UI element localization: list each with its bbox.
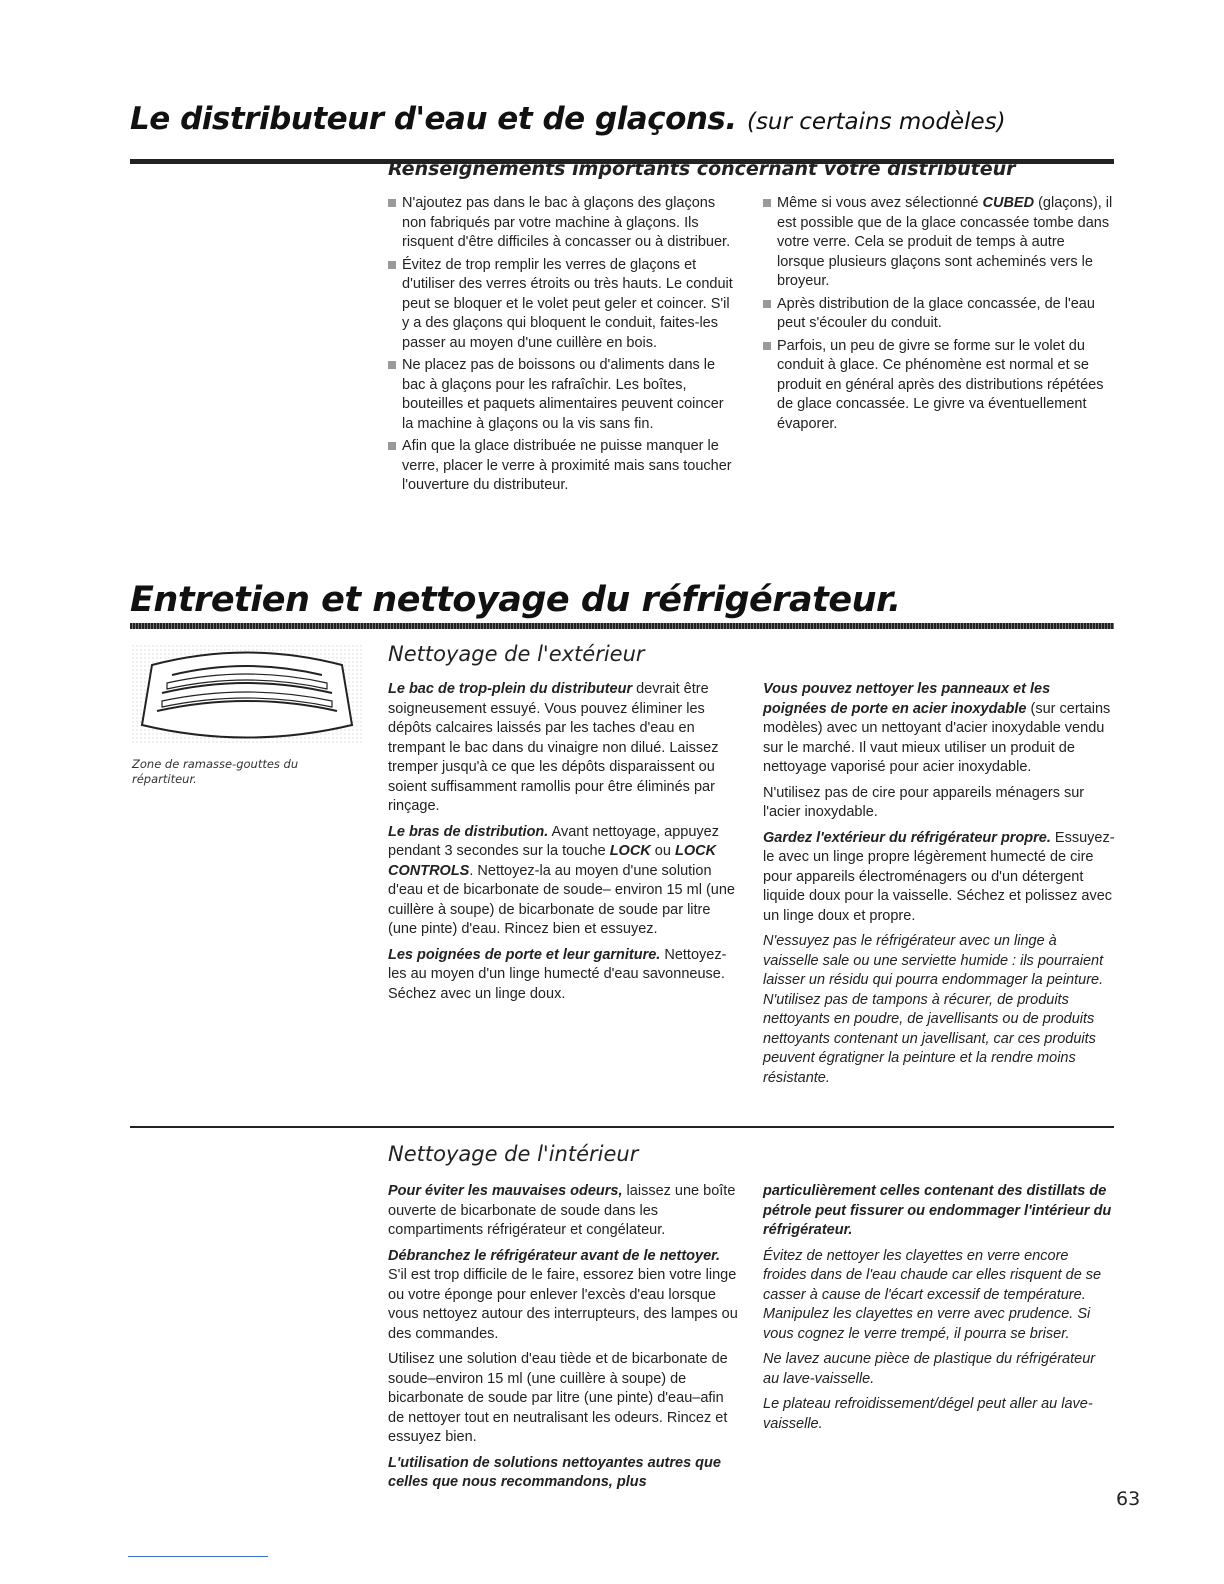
page-number: 63	[1116, 1488, 1141, 1510]
paragraph: Les poignées de porte et leur garniture. Nettoyez-les au moyen d'un linge humecté d'eau savonneuse. Séchez avec un linge doux.	[388, 946, 727, 1002]
bullet-item: Afin que la glace distribuée ne puisse manquer le verre, placer le verre à proximité mais sans toucher l'ouverture du distributeur.	[388, 437, 738, 496]
footer-line	[128, 1556, 268, 1557]
section-divider	[130, 1126, 1114, 1128]
bullet-item: Même si vous avez sélectionné CUBED (glaçons), il est possible que de la glace concassée tombe dans votre verre. Cela se produit de temps à autre lorsque plusieurs glaçons sont acheminés vers le broyeur.	[763, 194, 1113, 292]
bullet-item: Ne placez pas de boissons ou d'aliments dans le bac à glaçons pour les rafraîchir. Les boîtes, bouteilles et paquets alimentaires peuvent coincer la machine à glaçons ou la vis sans fin.	[388, 356, 738, 434]
subtitle-interior: Nettoyage de l'intérieur	[388, 1142, 639, 1166]
figure-caption: Zone de ramasse-gouttes du répartiteur.	[132, 757, 299, 786]
paragraph: Le plateau refroidissement/dégel peut aller au lave-vaisselle.	[763, 1396, 1093, 1432]
bullet-square-icon	[763, 199, 771, 207]
paragraph: Le bac de trop-plein du distributeur devrait être soigneusement essuyé. Vous pouvez éliminer les dépôts calcaires laissés par les taches d'eau en trempant le bac dans du vinaigre non dilué. Laissez tremper jusqu'à ce que les dépôts disparaissent ou soient suffisamment ramollis pour être éliminés par rinçage.	[388, 681, 719, 814]
subtitle-dispenser: Renseignements importants concernant votre distributeur	[388, 158, 1016, 180]
paragraph: L'utilisation de solutions nettoyantes autres que celles que nous recommandons, plus	[388, 1454, 721, 1490]
paragraph: particulièrement celles contenant des distillats de pétrole peut fissurer ou endommager l'intérieur du réfrigérateur.	[763, 1183, 1112, 1238]
paragraph: Le bras de distribution. Avant nettoyage, appuyez pendant 3 secondes sur la touche LOCK ou LOCK CONTROLS. Nettoyez-la au moyen d'une solution d'eau et de bicarbonate de soude– environ 15 ml (une cuillère à soupe) de bicarbonate de soude par litre (une pinte) d'eau. Rincez bien et essuyez.	[388, 823, 735, 937]
bullet-square-icon	[388, 361, 396, 369]
bullet-item: Après distribution de la glace concassée, de l'eau peut s'écouler du conduit.	[763, 295, 1113, 334]
dispenser-left-column	[388, 194, 738, 499]
bullet-square-icon	[388, 199, 396, 207]
title-sub: (sur certains modèles)	[746, 109, 1006, 135]
bullet-item: N'ajoutez pas dans le bac à glaçons des glaçons non fabriqués par votre machine à glaçons. Ils risquent d'être difficiles à concasser ou à distribuer.	[388, 194, 738, 253]
paragraph: N'essuyez pas le réfrigérateur avec un linge à vaisselle sale ou une serviette humide : ils pourraient laisser un résidu qui pourra endommager la peinture. N'utilisez pas de tampons à récurer, de produits nettoyants en poudre, de javellisants ou de produits nettoyants contenant un javellisant, car ces produits peuvent égratigner la peinture et la rendre moins résistante.	[763, 933, 1104, 1086]
paragraph: Utilisez une solution d'eau tiède et de bicarbonate de soude–environ 15 ml (une cuillère à soupe) de bicarbonate de soude par litre (une pinte) d'eau–afin de nettoyer tout en neutralisant les odeurs. Rincez et essuyez bien.	[388, 1351, 728, 1445]
bullet-item: Parfois, un peu de givre se forme sur le volet du conduit à glace. Ce phénomène est normal et se produit en général après des distributions répétées de glace concassée. Le givre va éventuellement évaporer.	[763, 337, 1113, 435]
drip-tray-figure	[132, 645, 362, 758]
subtitle-exterior: Nettoyage de l'extérieur	[388, 642, 645, 666]
bullet-item: Évitez de trop remplir les verres de glaçons et d'utiliser des verres étroits ou très hauts. Le conduit peut se bloquer et le volet peut geler et coincer. S'il y a des glaçons qui bloquent le conduit, faites-les passer au moyen d'une cuillère en bois.	[388, 256, 738, 354]
bullet-square-icon	[388, 442, 396, 450]
interior-left-column	[388, 1182, 738, 1499]
bullet-square-icon	[763, 342, 771, 350]
paragraph: Vous pouvez nettoyer les panneaux et les poignées de porte en acier inoxydable (sur certains modèles) avec un nettoyant d'acier inoxydable vendu sur le marché. Il vaut mieux utiliser un produit de nettoyage vaporisé pour acier inoxydable.	[763, 681, 1111, 775]
section-title-dispenser	[130, 101, 1006, 137]
paragraph: Débranchez le réfrigérateur avant de le nettoyer. S'il est trop difficile de le faire, essorez bien votre linge ou votre éponge pour enlever l'excès d'eau lorsque vous nettoyez autour des interrupteurs, des lampes ou des commandes.	[388, 1247, 738, 1342]
interior-right-column	[763, 1182, 1115, 1440]
exterior-right-column	[763, 680, 1115, 1094]
section-title-care-cleaning: Entretien et nettoyage du réfrigérateur.	[130, 580, 901, 620]
paragraph: Ne lavez aucune pièce de plastique du réfrigérateur au lave-vaisselle.	[763, 1351, 1096, 1387]
title-rule	[130, 623, 1114, 629]
paragraph: Gardez l'extérieur du réfrigérateur propre. Essuyez-le avec un linge propre légèrement humecté de cire pour appareils électroménagers ou d'un détergent liquide doux pour la vaisselle. Séchez et polissez avec un linge doux et propre.	[763, 829, 1115, 924]
drip-tray-icon	[132, 645, 362, 753]
exterior-left-column	[388, 680, 738, 1010]
paragraph: N'utilisez pas de cire pour appareils ménagers sur l'acier inoxydable.	[763, 784, 1085, 820]
bullet-square-icon	[388, 261, 396, 269]
title-main: Le distributeur d'eau et de glaçons.	[130, 101, 737, 137]
bullet-square-icon	[763, 300, 771, 308]
paragraph: Pour éviter les mauvaises odeurs, laissez une boîte ouverte de bicarbonate de soude dans les compartiments réfrigérateur et congélateur.	[388, 1183, 736, 1238]
paragraph: Évitez de nettoyer les clayettes en verre encore froides dans de l'eau chaude car elles risquent de se casser à cause de l'écart excessif de température. Manipulez les clayettes en verre avec prudence. Si vous cognez le verre trempé, il pourra se briser.	[763, 1247, 1102, 1342]
dispenser-right-column	[763, 194, 1113, 437]
